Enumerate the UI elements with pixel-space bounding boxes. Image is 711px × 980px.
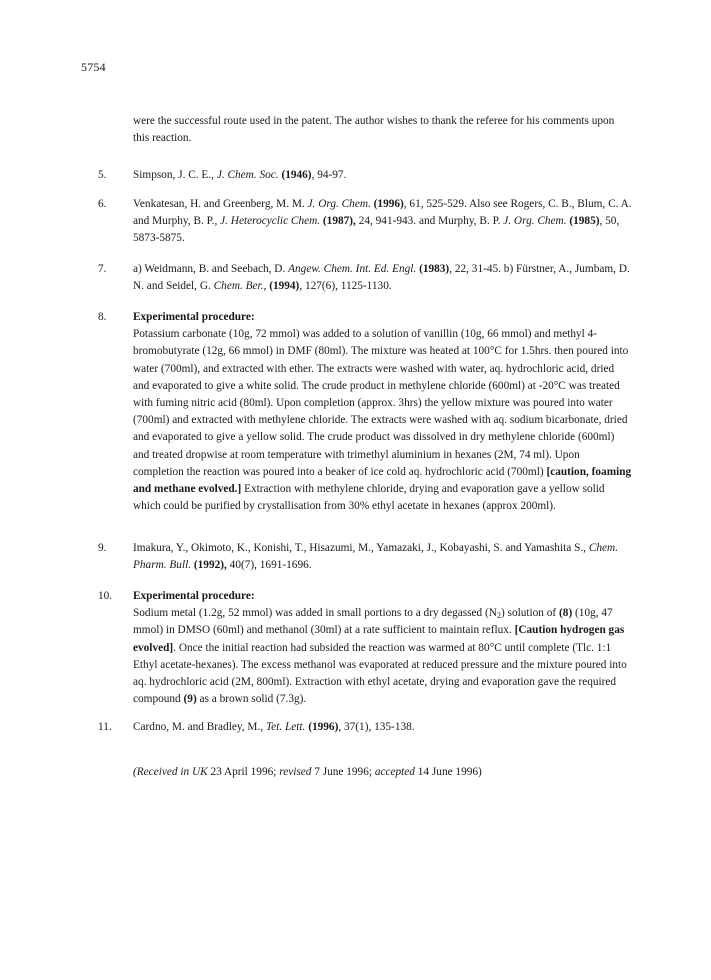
reference-text: Simpson, J. C. E., J. Chem. Soc. (1946), 94-97. [133, 169, 347, 181]
reference-number: 10. [98, 590, 113, 602]
reference-text: Venkatesan, H. and Greenberg, M. M. J. Org. Chem. (1996), 61, 525-529. Also see Rogers, C. B., Blum, C. A. and Murphy, B. P., J. Heterocyclic Chem. (1987), 24, 941-943. and Murphy, B. P. J. Org. Chem. (1985), 50, 5873-5875. [133, 198, 632, 245]
reference-number: 7. [98, 263, 107, 275]
reference-number: 6. [98, 198, 107, 210]
received-dates: (Received in UK 23 April 1996; revised 7 June 1996; accepted 14 June 1996) [133, 766, 482, 778]
reference-7 [98, 261, 633, 295]
reference-number: 8. [98, 311, 107, 323]
reference-number: 9. [98, 542, 107, 554]
procedure-text: Sodium metal (1.2g, 52 mmol) was added in small portions to a dry degassed $(N_2)$ solution of (8) (10g, 47 mmol) in DMSO (60ml) and methanol (30ml) at a rate sufficient to maintain reflux. [Caution hydrogen gas evolved]. Once the initial reaction had subsided the reaction was warmed at 80°C until complete (Tlc. 1:1 Ethyl acetate-hexanes). The excess methanol was evaporated at reduced pressure and the mixture poured into aq. hydrochloric acid (2M, 800ml). Extraction with ethyl acetate, drying and evaporation gave the required compound (9) as a brown solid (7.3g). [133, 607, 627, 706]
reference-number: 11. [98, 721, 112, 733]
procedure-text: Potassium carbonate (10g, 72 mmol) was added to a solution of vanillin (10g, 66 mmol) and methyl 4-bromobutyrate (12g, 66 mmol) in DMF (80ml). The mixture was heated at 100°C for 1.5hrs. then poured into water (700ml), and extracted with ether. The extracts were washed with water, aq. hydrochloric acid, dried and evaporated to give a white solid. The crude product in methylene chloride (600ml) at -20°C was treated with fuming nitric acid (80ml). Upon completion (approx. 3hrs) the yellow mixture was poured into water (700ml) and extracted with methylene chloride. The extracts were washed with aq. sodium bicarbonate, dried and evaporated to give a yellow solid. The crude product was dissolved in dry methylene chloride (600ml) and treated dropwise at room temperature with trimethyl aluminium in hexanes (2M, 74 ml). Upon completion the reaction was poured into a beaker of ice cold aq. hydrochloric acid (700ml) [caution, foaming and methane evolved.] Extraction with methylene chloride, drying and evaporation gave a yellow solid which could be purified by crystallisation from 30% ethyl acetate in hexanes (approx 200ml). [133, 328, 632, 513]
reference-text: a) Weidmann, B. and Seebach, D. Angew. Chem. Int. Ed. Engl. (1983), 22, 31-45. b) Fürstner, A., Jumbam, D. N. and Seidel, G. Chem. Ber., (1994), 127(6), 1125-1130. [133, 263, 630, 293]
experimental-procedure [133, 588, 633, 708]
compound-label: (9) [183, 693, 197, 706]
compound-label: (8) [559, 607, 573, 620]
procedure-heading: Experimental procedure: [133, 590, 255, 602]
reference-11 [98, 719, 633, 736]
reference-text: Cardno, M. and Bradley, M., Tet. Lett. (1996), 37(1), 135-138. [133, 721, 415, 733]
procedure-heading: Experimental procedure: [133, 311, 255, 323]
caution-note: [Caution hydrogen gas evolved] [133, 624, 625, 654]
reference-6 [98, 196, 633, 248]
reference-9 [98, 540, 633, 574]
reference-number: 5. [98, 169, 107, 181]
intro-paragraph: were the successful route used in the patent. The author wishes to thank the referee for his comments upon this reaction. [133, 115, 615, 144]
reference-5 [98, 167, 633, 184]
reference-10 [98, 588, 633, 708]
caution-note: [caution, foaming and methane evolved.] [133, 465, 632, 496]
reference-8 [98, 309, 633, 515]
reference-text: Imakura, Y., Okimoto, K., Konishi, T., Hisazumi, M., Yamazaki, J., Kobayashi, S. and Yamashita S., Chem. Pharm. Bull. (1992), 40(7), 1691-1696. [133, 542, 619, 572]
page-number: 5754 [81, 60, 106, 74]
experimental-procedure [133, 309, 633, 515]
